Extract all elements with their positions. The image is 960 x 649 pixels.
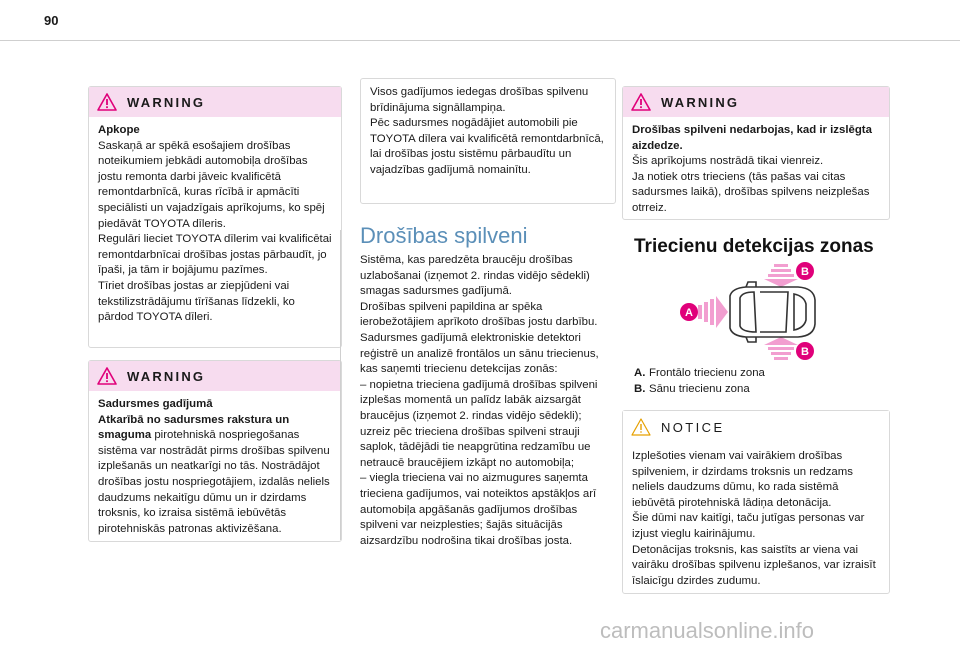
notice-triangle-icon — [631, 418, 651, 436]
warning-text: Tīriet drošības jostas ar ziepjūdeni vai tekstilizstrādājumu tīrīšanas līdzekli, ko pārdod TOYOTA dīleri. — [98, 279, 295, 324]
impact-zones-diagram — [676, 258, 822, 364]
warning-header — [623, 87, 889, 117]
notice-text: Šie dūmi nav kaitīgi, taču jutīgas personas var izjust vieglu kairinājumu. — [632, 512, 865, 540]
marker-b-label: B — [801, 266, 809, 278]
warning-box-maintenance — [88, 86, 342, 348]
continuation-body — [361, 79, 615, 187]
warning-label: WARNING — [127, 94, 206, 110]
warning-subtitle: Atkarībā no sadursmes rakstura un smaguma — [98, 413, 290, 442]
page-number: 90 — [44, 13, 59, 28]
notice-text: Detonācijas troksnis, kas saistīts ar viena vai vairāku drošības spilvenu izplešanos, var izraisīt īslaicīgu dzirdes zudumu. — [632, 543, 876, 587]
legend-text: Frontālo triecienu zona — [649, 367, 765, 379]
warning-title: Drošības spilveni nedarbojas, kad ir izslēgta aizdedze. — [632, 124, 872, 152]
paragraph: Drošības spilveni papildina ar spēka ierobežotājiem aprīkoto drošības jostu darbību. — [360, 300, 598, 329]
notice-box — [622, 410, 890, 594]
notice-body — [623, 443, 889, 597]
notice-header — [623, 411, 889, 443]
warning-triangle-icon — [97, 93, 117, 111]
marker-b-label: B — [801, 346, 809, 358]
warning-text: Regulāri lieciet TOYOTA dīlerim vai kvalificētai remontdarbnīcai drošības jostas pārbaudīt, jo īpaši, ja tām ir bojājumu pazīmes. — [98, 233, 332, 277]
legend-key: B. — [634, 382, 646, 395]
paragraph: Sistēma, kas paredzēta braucēju drošības uzlabošanai (izņemot 2. rindas vidējo sēdekli) smagas sadursmes gadījumā. — [360, 254, 590, 298]
warning-title: Sadursmes gadījumā — [98, 398, 213, 410]
warning-title: Apkope — [98, 124, 140, 136]
side-arrows-bottom — [764, 337, 798, 360]
warning-text: Šis aprīkojums nostrādā tikai vienreiz. — [632, 155, 824, 168]
warning-body — [623, 117, 889, 225]
legend-key: A. — [634, 367, 646, 379]
warning-triangle-icon — [97, 367, 117, 385]
paragraph: – viegla trieciena vai no aizmugures saņemta trieciena gadījumos, vai noteiktos apstākļos arī automobiļa apgāšanās gadījumos drošības spilveni var neizplesties; šajās situācijās aizsardzību nodrošina tikai drošības josta. — [360, 472, 597, 547]
marker-a-label: A — [685, 307, 693, 319]
section-heading-airbags: Drošības spilveni — [360, 223, 528, 248]
legend-item — [634, 382, 765, 398]
zones-legend — [634, 366, 765, 397]
warning-text: Ja notiek otrs trieciens (tās pašas vai citas sadursmes laikā), drošības spilvens neizplešas otrreiz. — [632, 170, 870, 214]
notice-text: Izplešoties vienam vai vairākiem drošības spilveniem, ir dzirdams troksnis un redzams neliels daudzums dūmu, ko rada sistēmā iebūvētā pirotehniskā lādiņa detonācija. — [632, 450, 853, 509]
warning-box-airbags — [622, 86, 890, 220]
header-rule — [0, 40, 960, 41]
side-arrows-top — [764, 264, 798, 287]
notice-label: NOTICE — [661, 419, 725, 435]
continuation-text: Pēc sadursmes nogādājiet automobili pie TOYOTA dīlera vai kvalificētā remontdarbnīcā, lai drošības jostu sistēmu pārbaudītu un vajadzības gadījumā nomainītu. — [370, 117, 604, 176]
legend-item — [634, 366, 765, 382]
legend-text: Sānu triecienu zona — [649, 382, 750, 395]
car-top-view-icon — [730, 282, 815, 342]
warning-body — [89, 117, 341, 334]
warning-box-collision — [88, 360, 342, 542]
paragraph: Sadursmes gadījumā elektroniskie detektori reģistrē un analizē frontālos un sānu triecienus, kas saņemti triecienu detekcijas zonās: — [360, 331, 599, 376]
warning-triangle-icon — [631, 93, 651, 111]
warning-header — [89, 361, 341, 391]
continuation-text: Visos gadījumos iedegas drošības spilvenu brīdinājuma signāllampiņa. — [370, 86, 589, 114]
warning-body — [89, 391, 341, 545]
warning-text: Saskaņā ar spēkā esošajiem drošības noteikumiem jebkādi automobiļa drošības jostu remonta darbi jāveic kvalificētā remontdarbnīcā, kuras rīcībā ir apmācīti speciālisti un vajadzīgais aprīkojums, ko spēj piedāvāt TOYOTA dīleris. — [98, 139, 325, 230]
warning-header — [89, 87, 341, 117]
warning-label: WARNING — [661, 94, 740, 110]
warning-text-rest: pirotehniskā nospriegošanas sistēma var nostrādāt pirms drošības spilvenu izplešanās un neatkarīgi no tās. Nostrādājot drošības jostu nospriegotājiem, izdalās neliels daudzums nekaitīgu dūmu un ir dzirdams troksnis, ko izraisa sistēmā iebūvētās pirotehniskās patronas aktivizēšana. — [98, 429, 330, 535]
watermark: carmanualsonline.info — [600, 618, 815, 643]
paragraph: – nopietna trieciena gadījumā drošības spilveni izplešas momentā un palīdz labāk aizsargāt braucējus (izņemot 2. rindas vidējo sēdekli); uzreiz pēc trieciena drošības spilveni strauji saplok, tādējādi tie neapgrūtina redzamību ue netraucē braucējiem izkāpt no automobiļa; — [360, 378, 598, 469]
continuation-box — [360, 78, 616, 204]
airbags-text — [360, 253, 612, 549]
warning-text — [98, 413, 332, 538]
section-heading-zones: Triecienu detekcijas zonas — [634, 236, 874, 257]
column-divider — [340, 230, 341, 540]
warning-label: WARNING — [127, 368, 206, 384]
